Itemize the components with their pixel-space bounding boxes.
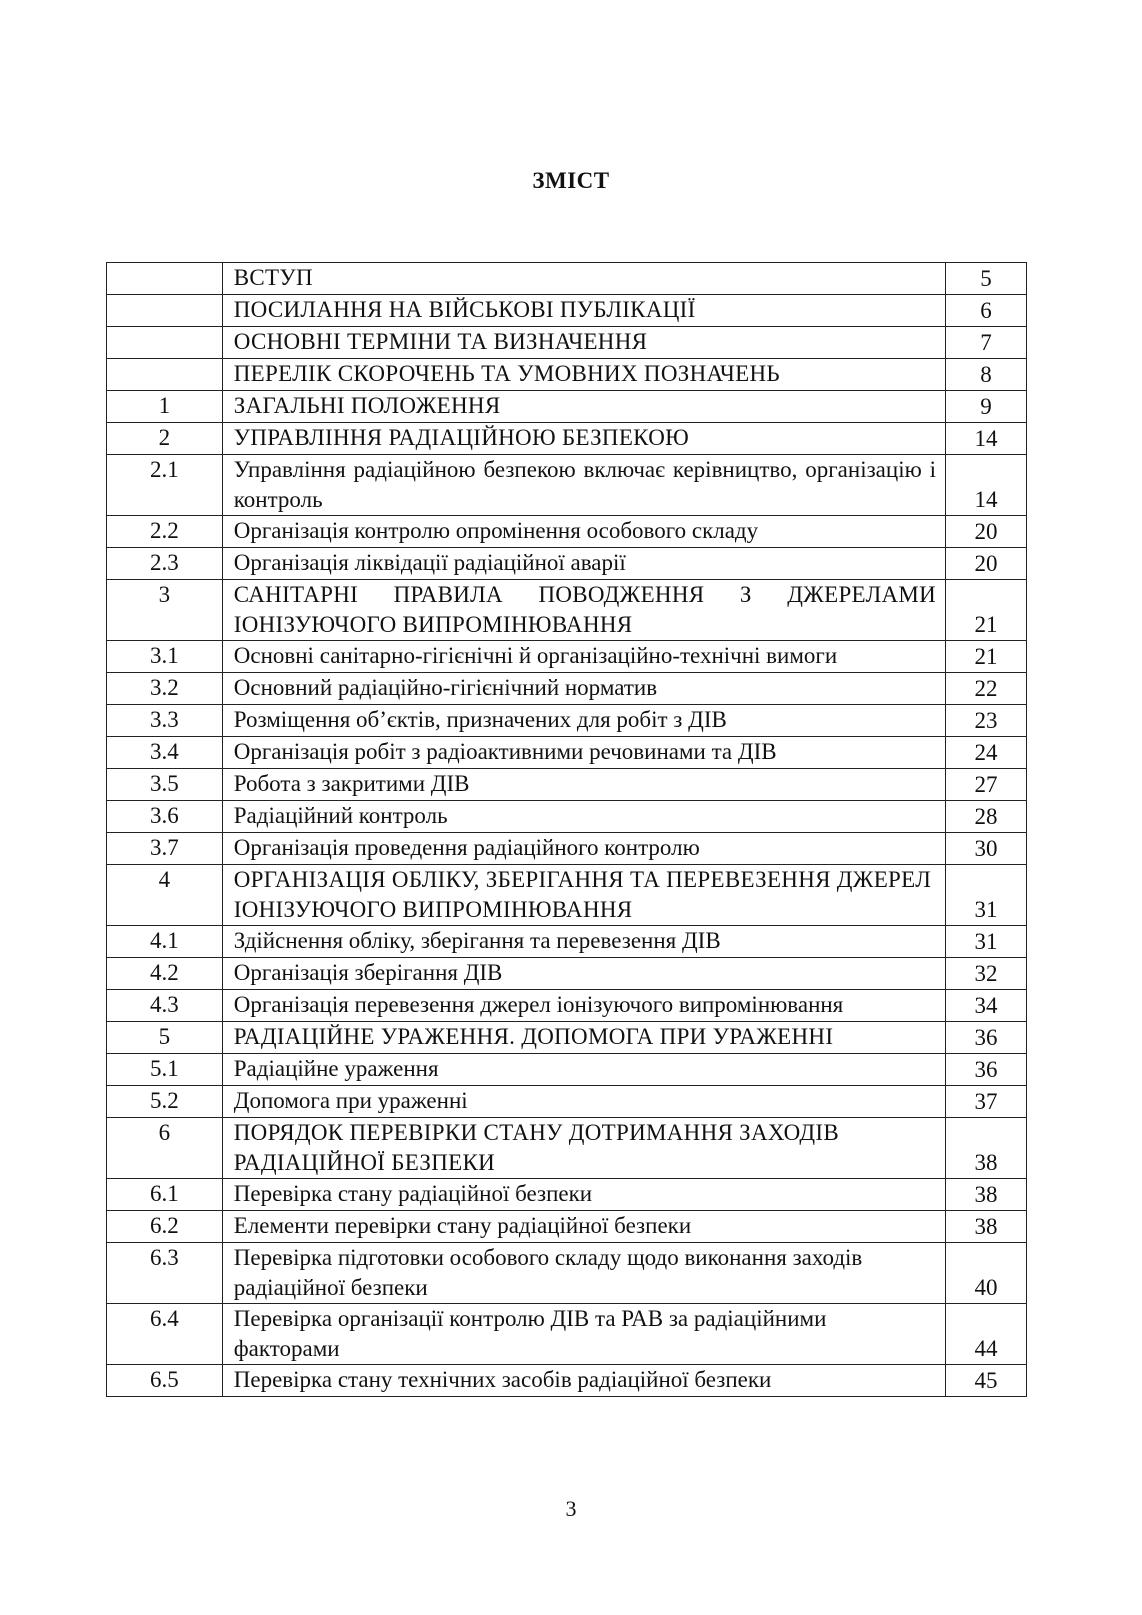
toc-page-number: 45 — [946, 1365, 1027, 1397]
toc-row-section-5 — [107, 1022, 1027, 1054]
toc-page-number: 20 — [946, 548, 1027, 580]
toc-section-number: 2.1 — [107, 455, 223, 516]
toc-section-number: 6.5 — [107, 1365, 223, 1397]
page-title: ЗМІСТ — [532, 168, 610, 193]
toc-section-title[interactable]: Організація зберігання ДІВ — [222, 958, 945, 990]
toc-page-number: 14 — [946, 455, 1027, 516]
toc-section-title[interactable]: Організація контролю опромінення особового складу — [222, 516, 945, 548]
toc-section-title[interactable]: ПОСИЛАННЯ НА ВІЙСЬКОВІ ПУБЛІКАЦІЇ — [222, 295, 945, 327]
toc-section-title[interactable]: УПРАВЛІННЯ РАДІАЦІЙНОЮ БЕЗПЕКОЮ — [222, 423, 945, 455]
toc-section-number — [107, 327, 223, 359]
toc-section-number: 3.1 — [107, 641, 223, 673]
toc-section-title[interactable]: Перевірка стану радіаційної безпеки — [222, 1179, 945, 1211]
toc-row-section-3-2 — [107, 673, 1027, 705]
toc-section-title[interactable]: Управління радіаційною безпекою включає керівництво, організацію і контроль — [222, 455, 945, 516]
toc-row-section-6-5 — [107, 1365, 1027, 1397]
toc-row-section-3-7 — [107, 833, 1027, 865]
toc-row-section-2 — [107, 423, 1027, 455]
toc-section-title[interactable]: Основний радіаційно-гігієнічний норматив — [222, 673, 945, 705]
toc-row-section-3-4 — [107, 737, 1027, 769]
toc-page-number: 21 — [946, 641, 1027, 673]
toc-section-title[interactable]: Організація робіт з радіоактивними речовинами та ДІВ — [222, 737, 945, 769]
toc-section-number: 3.3 — [107, 705, 223, 737]
toc-page-number: 23 — [946, 705, 1027, 737]
toc-page-number: 8 — [946, 359, 1027, 391]
page-number: 3 — [565, 1496, 577, 1521]
toc-section-number: 6 — [107, 1118, 223, 1179]
toc-section-title[interactable]: Організація проведення радіаційного контролю — [222, 833, 945, 865]
toc-row-section-6 — [107, 1118, 1027, 1179]
toc-row-section-5-2 — [107, 1086, 1027, 1118]
toc-page-number: 31 — [946, 926, 1027, 958]
toc-section-number: 2 — [107, 423, 223, 455]
toc-section-title[interactable]: РАДІАЦІЙНЕ УРАЖЕННЯ. ДОПОМОГА ПРИ УРАЖЕННІ — [222, 1022, 945, 1054]
toc-section-title[interactable]: ОРГАНІЗАЦІЯ ОБЛІКУ, ЗБЕРІГАННЯ ТА ПЕРЕВЕЗЕННЯ ДЖЕРЕЛ ІОНІЗУЮЧОГО ВИПРОМІНЮВАННЯ — [222, 865, 945, 926]
toc-section-number: 6.4 — [107, 1304, 223, 1365]
toc-page-number: 24 — [946, 737, 1027, 769]
toc-section-title[interactable]: ОСНОВНІ ТЕРМІНИ ТА ВИЗНАЧЕННЯ — [222, 327, 945, 359]
toc-section-number — [107, 359, 223, 391]
toc-page-number: 5 — [946, 263, 1027, 295]
toc-section-title[interactable]: Здійснення обліку, зберігання та перевезення ДІВ — [222, 926, 945, 958]
toc-section-title[interactable]: Допомога при ураженні — [222, 1086, 945, 1118]
toc-section-number: 6.1 — [107, 1179, 223, 1211]
toc-section-title[interactable]: ВСТУП — [222, 263, 945, 295]
toc-section-number: 5 — [107, 1022, 223, 1054]
toc-page-number: 6 — [946, 295, 1027, 327]
toc-section-number — [107, 295, 223, 327]
toc-section-title[interactable]: Організація ліквідації радіаційної аварії — [222, 548, 945, 580]
toc-row-section-1 — [107, 391, 1027, 423]
toc-row-section-3-6 — [107, 801, 1027, 833]
toc-section-title[interactable]: Робота з закритими ДІВ — [222, 769, 945, 801]
toc-section-title[interactable]: Перевірка організації контролю ДІВ та РАВ за радіаційними факторами — [222, 1304, 945, 1365]
toc-row-terms — [107, 327, 1027, 359]
toc-section-title[interactable]: Радіаційний контроль — [222, 801, 945, 833]
toc-section-title[interactable]: Радіаційне ураження — [222, 1054, 945, 1086]
toc-row-section-2-1 — [107, 455, 1027, 516]
toc-section-number: 3.5 — [107, 769, 223, 801]
toc-section-title[interactable]: ПОРЯДОК ПЕРЕВІРКИ СТАНУ ДОТРИМАННЯ ЗАХОДІВ РАДІАЦІЙНОЇ БЕЗПЕКИ — [222, 1118, 945, 1179]
toc-row-section-4-3 — [107, 990, 1027, 1022]
toc-section-number: 3.7 — [107, 833, 223, 865]
toc-row-section-2-2 — [107, 516, 1027, 548]
toc-row-abbreviations — [107, 359, 1027, 391]
toc-page-number: 14 — [946, 423, 1027, 455]
toc-section-number: 6.3 — [107, 1243, 223, 1304]
toc-page-number: 7 — [946, 327, 1027, 359]
toc-section-title[interactable]: САНІТАРНІ ПРАВИЛА ПОВОДЖЕННЯ З ДЖЕРЕЛАМИ ІОНІЗУЮЧОГО ВИПРОМІНЮВАННЯ — [222, 580, 945, 641]
toc-table — [106, 262, 1027, 1397]
toc-section-number: 1 — [107, 391, 223, 423]
toc-row-section-4-2 — [107, 958, 1027, 990]
toc-section-title[interactable]: Основні санітарно-гігієнічні й організаційно-технічні вимоги — [222, 641, 945, 673]
toc-row-references — [107, 295, 1027, 327]
toc-section-number — [107, 263, 223, 295]
toc-row-section-3-5 — [107, 769, 1027, 801]
toc-section-number: 4.2 — [107, 958, 223, 990]
toc-page-number: 22 — [946, 673, 1027, 705]
toc-section-number: 3 — [107, 580, 223, 641]
toc-row-intro — [107, 263, 1027, 295]
toc-row-section-6-1 — [107, 1179, 1027, 1211]
toc-section-number: 6.2 — [107, 1211, 223, 1243]
toc-row-section-6-3 — [107, 1243, 1027, 1304]
toc-page-number: 20 — [946, 516, 1027, 548]
toc-section-title[interactable]: Розміщення об’єктів, призначених для робіт з ДІВ — [222, 705, 945, 737]
toc-section-number: 3.4 — [107, 737, 223, 769]
toc-section-number: 2.2 — [107, 516, 223, 548]
toc-section-title[interactable]: Організація перевезення джерел іонізуючого випромінювання — [222, 990, 945, 1022]
toc-section-number: 3.2 — [107, 673, 223, 705]
toc-section-title[interactable]: Перевірка стану технічних засобів радіаційної безпеки — [222, 1365, 945, 1397]
toc-row-section-6-2 — [107, 1211, 1027, 1243]
toc-page-number: 36 — [946, 1054, 1027, 1086]
toc-page-number: 32 — [946, 958, 1027, 990]
toc-page-number: 9 — [946, 391, 1027, 423]
toc-page-number: 21 — [946, 580, 1027, 641]
toc-row-section-3-3 — [107, 705, 1027, 737]
toc-row-section-3-1 — [107, 641, 1027, 673]
toc-section-title[interactable]: ЗАГАЛЬНІ ПОЛОЖЕННЯ — [222, 391, 945, 423]
toc-page-number: 27 — [946, 769, 1027, 801]
toc-section-number: 4.3 — [107, 990, 223, 1022]
toc-section-title[interactable]: ПЕРЕЛІК СКОРОЧЕНЬ ТА УМОВНИХ ПОЗНАЧЕНЬ — [222, 359, 945, 391]
toc-row-section-3 — [107, 580, 1027, 641]
toc-page-number: 31 — [946, 865, 1027, 926]
toc-row-section-6-4 — [107, 1304, 1027, 1365]
toc-page-number: 37 — [946, 1086, 1027, 1118]
toc-page-number: 30 — [946, 833, 1027, 865]
toc-page-number: 38 — [946, 1179, 1027, 1211]
toc-page-number: 36 — [946, 1022, 1027, 1054]
toc-row-section-4 — [107, 865, 1027, 926]
toc-page-number: 28 — [946, 801, 1027, 833]
toc-page-number: 38 — [946, 1211, 1027, 1243]
toc-section-number: 3.6 — [107, 801, 223, 833]
toc-page-number: 38 — [946, 1118, 1027, 1179]
toc-section-number: 4.1 — [107, 926, 223, 958]
toc-row-section-5-1 — [107, 1054, 1027, 1086]
toc-row-section-2-3 — [107, 548, 1027, 580]
toc-page-number: 44 — [946, 1304, 1027, 1365]
toc-page-number: 40 — [946, 1243, 1027, 1304]
toc-section-title[interactable]: Перевірка підготовки особового складу щодо виконання заходів радіаційної безпеки — [222, 1243, 945, 1304]
toc-section-number: 4 — [107, 865, 223, 926]
toc-row-section-4-1 — [107, 926, 1027, 958]
toc-section-number: 2.3 — [107, 548, 223, 580]
toc-page-number: 34 — [946, 990, 1027, 1022]
toc-section-number: 5.2 — [107, 1086, 223, 1118]
toc-section-title[interactable]: Елементи перевірки стану радіаційної безпеки — [222, 1211, 945, 1243]
toc-section-number: 5.1 — [107, 1054, 223, 1086]
